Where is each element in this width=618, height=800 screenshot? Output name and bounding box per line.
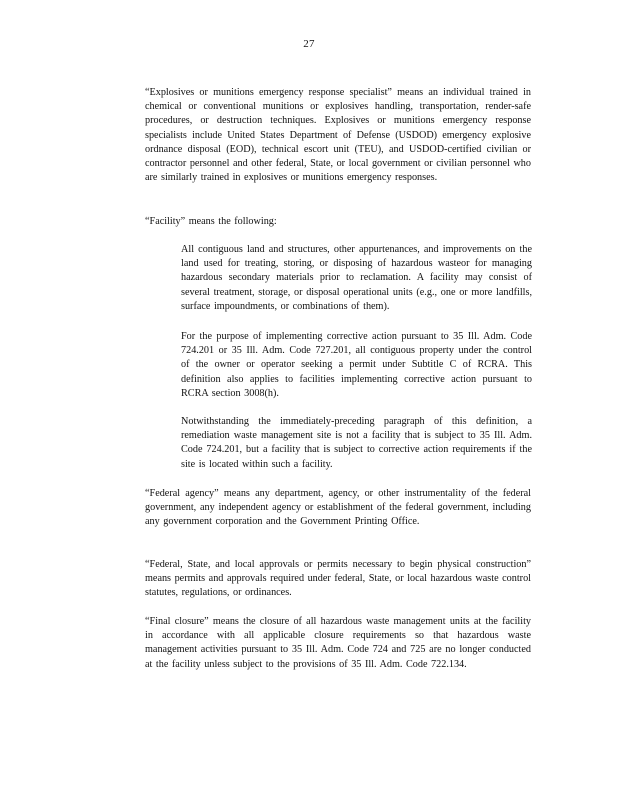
facility-clause-land-structures: All contiguous land and structures, other appurtenances, and improvements on the land used for treating, storing, or disposing of hazardous wasteor for managing hazardous secondary materials prior to reclamation. A facility may consist of several treatment, storage, or disposal operational units (e.g., one or more landfills, surface impoundments, or combinations of them). (181, 244, 532, 312)
definition-final-closure: “Final closure” means the closure of all hazardous waste management units at the facility in accordance with all applicable closure requirements so that hazardous waste management activities pursuant to 35 Ill. Adm. Code 724 and 725 are no longer conducted at the facility unless subject to the provisions of 35 Ill. Adm. Code 722.134. (145, 616, 531, 670)
definition-federal-agency: “Federal agency” means any department, agency, or other instrumentality of the federal government, any independent agency or establishment of the federal government, including any government corporation and the Government Printing Office. (145, 488, 531, 528)
definition-explosives-specialist: “Explosives or munitions emergency response specialist” means an individual trained in chemical or conventional munitions or explosives handling, transportation, render-safe procedures, or destruction techniques. Explosives or munitions emergency response specialists include United States Department of Defense (USDOD) emergency explosive ordnance disposal (EOD), technical escort unit (TEU), and USDOD-certified civilian or contractor personnel and other federal, State, or local government or civilian personnel who are similarly trained in explosives or munitions emergency responses. (145, 87, 531, 184)
page-number: 27 (303, 38, 315, 50)
facility-clause-corrective-action: For the purpose of implementing corrective action pursuant to 35 Ill. Adm. Code 724.201 or 35 Ill. Adm. Code 727.201, all contiguous property under the control of the owner or operator seeking a permit under Subtitle C of RCRA. This definition also applies to facilities implementing corrective action pursuant to RCRA section 3008(h). (181, 331, 532, 399)
facility-clause-remediation-site: Notwithstanding the immediately-preceding paragraph of this definition, a remediation waste management site is not a facility that is subject to 35 Ill. Adm. Code 724.201, but a facility that is subject to corrective action requirements if the site is located within such a facility. (181, 416, 532, 470)
definition-facility-intro: “Facility” means the following: (145, 216, 277, 227)
definition-approvals-permits: “Federal, State, and local approvals or permits necessary to begin physical construction” means permits and approvals required under federal, State, or local hazardous waste control statutes, regulations, or ordinances. (145, 559, 531, 599)
